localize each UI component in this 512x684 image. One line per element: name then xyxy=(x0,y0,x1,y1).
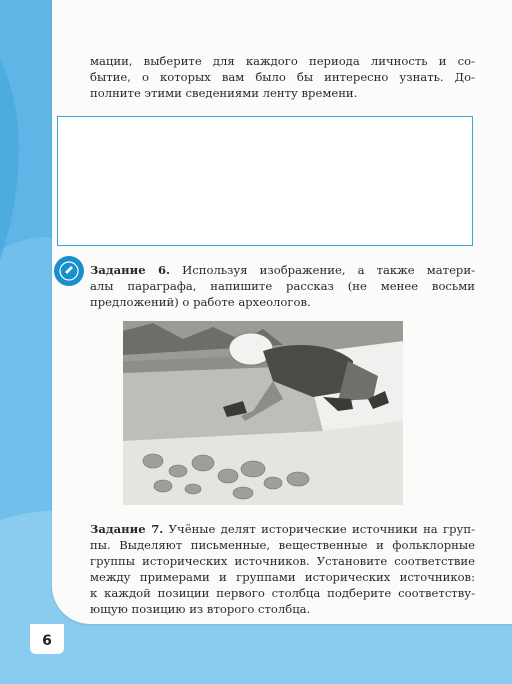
task-7-line: Учёные делят исторические источники на груп- xyxy=(163,522,476,536)
task-6-line: алы параграфа, напишите рассказ (не менее восьми xyxy=(90,279,475,293)
task-7-first-line xyxy=(90,521,475,537)
task-6-line: предложений) о работе археологов. xyxy=(90,295,311,309)
intro-line: полните этими сведениями ленту времени. xyxy=(90,86,358,100)
task-7-line: к каждой позиции первого столбца подберите соответству- xyxy=(90,586,475,600)
task-7-line: ющую позицию из второго столбца. xyxy=(90,602,311,616)
task-6-first-line xyxy=(90,262,475,278)
task-7-line: между примерами и группами исторических источников: xyxy=(90,570,475,584)
intro-line: бытие, о которых вам было бы интересно узнать. До- xyxy=(90,70,475,84)
intro-paragraph xyxy=(90,53,475,101)
task-6-line: Используя изображение, а также матери- xyxy=(170,263,475,277)
task-7-line: группы исторических источников. Установите соответствие xyxy=(90,554,475,568)
task-7 xyxy=(90,521,475,617)
task-6-label: Задание 6. xyxy=(90,263,171,277)
page-number: 6 xyxy=(42,633,52,649)
task-7-line: пы. Выделяют письменные, вещественные и фольклорные xyxy=(90,538,475,552)
task-7-label: Задание 7. xyxy=(90,522,164,536)
archaeologist-photo xyxy=(123,321,403,505)
task-6 xyxy=(90,262,475,310)
answer-box[interactable] xyxy=(57,116,473,246)
intro-line: мации, выберите для каждого периода личность и со- xyxy=(90,54,475,68)
pencil-icon xyxy=(54,256,84,286)
